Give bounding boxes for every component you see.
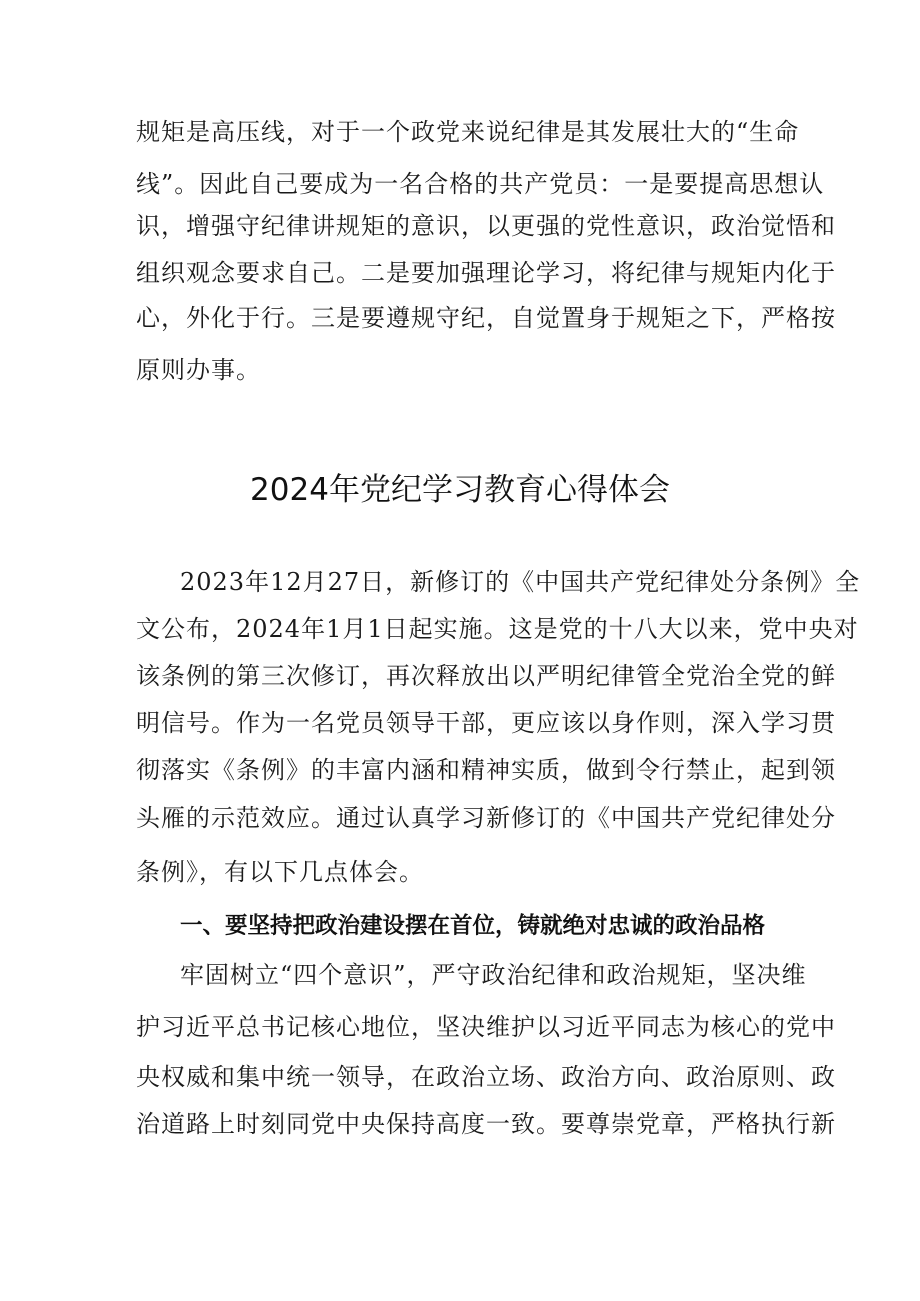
text-line: 该条例的第三次修订，再次释放出以严明纪律管全党治全党的鲜 [136,662,836,690]
text-line: 牢固树立“四个意识”，严守政治纪律和政治规矩，坚决维 [180,961,807,989]
text-line: 头雁的示范效应。通过认真学习新修订的《中国共产党纪律处分 [136,804,836,832]
text-line: 护习近平总书记核心地位，坚决维护以习近平同志为核心的党中 [136,1013,836,1041]
text-line: 央权威和集中统一领导，在政治立场、政治方向、政治原则、政 [136,1063,836,1091]
text-line: 明信号。作为一名党员领导干部，更应该以身作则，深入学习贯 [136,709,836,737]
section-heading: 一、要坚持把政治建设摆在首位，铸就绝对忠诚的政治品格 [180,913,766,939]
text-line: 线”。因此自己要成为一名合格的共产党员：一是要提高思想认 [136,170,825,198]
text-line: 规矩是高压线，对于一个政党来说纪律是其发展壮大的“生命 [136,118,800,146]
text-line: 识，增强守纪律讲规矩的意识，以更强的党性意识，政治觉悟和 [136,212,836,240]
text-line: 原则办事。 [136,356,261,384]
text-line: 文公布，2024年1月1日起实施。这是党的十八大以来，党中央对 [136,615,859,643]
text-line: 2023年12月27日，新修订的《中国共产党纪律处分条例》全 [180,568,861,596]
text-line: 条例》，有以下几点体会。 [136,858,424,886]
article-title: 2024年党纪学习教育心得体会 [250,472,670,508]
text-line: 心，外化于行。三是要遵规守纪，自觉置身于规矩之下，严格按 [136,304,836,332]
text-line: 治道路上时刻同党中央保持高度一致。要尊崇党章，严格执行新 [136,1110,836,1138]
text-line: 彻落实《条例》的丰富内涵和精神实质，做到令行禁止，起到领 [136,756,836,784]
text-line: 组织观念要求自己。二是要加强理论学习，将纪律与规矩内化于 [136,259,836,287]
